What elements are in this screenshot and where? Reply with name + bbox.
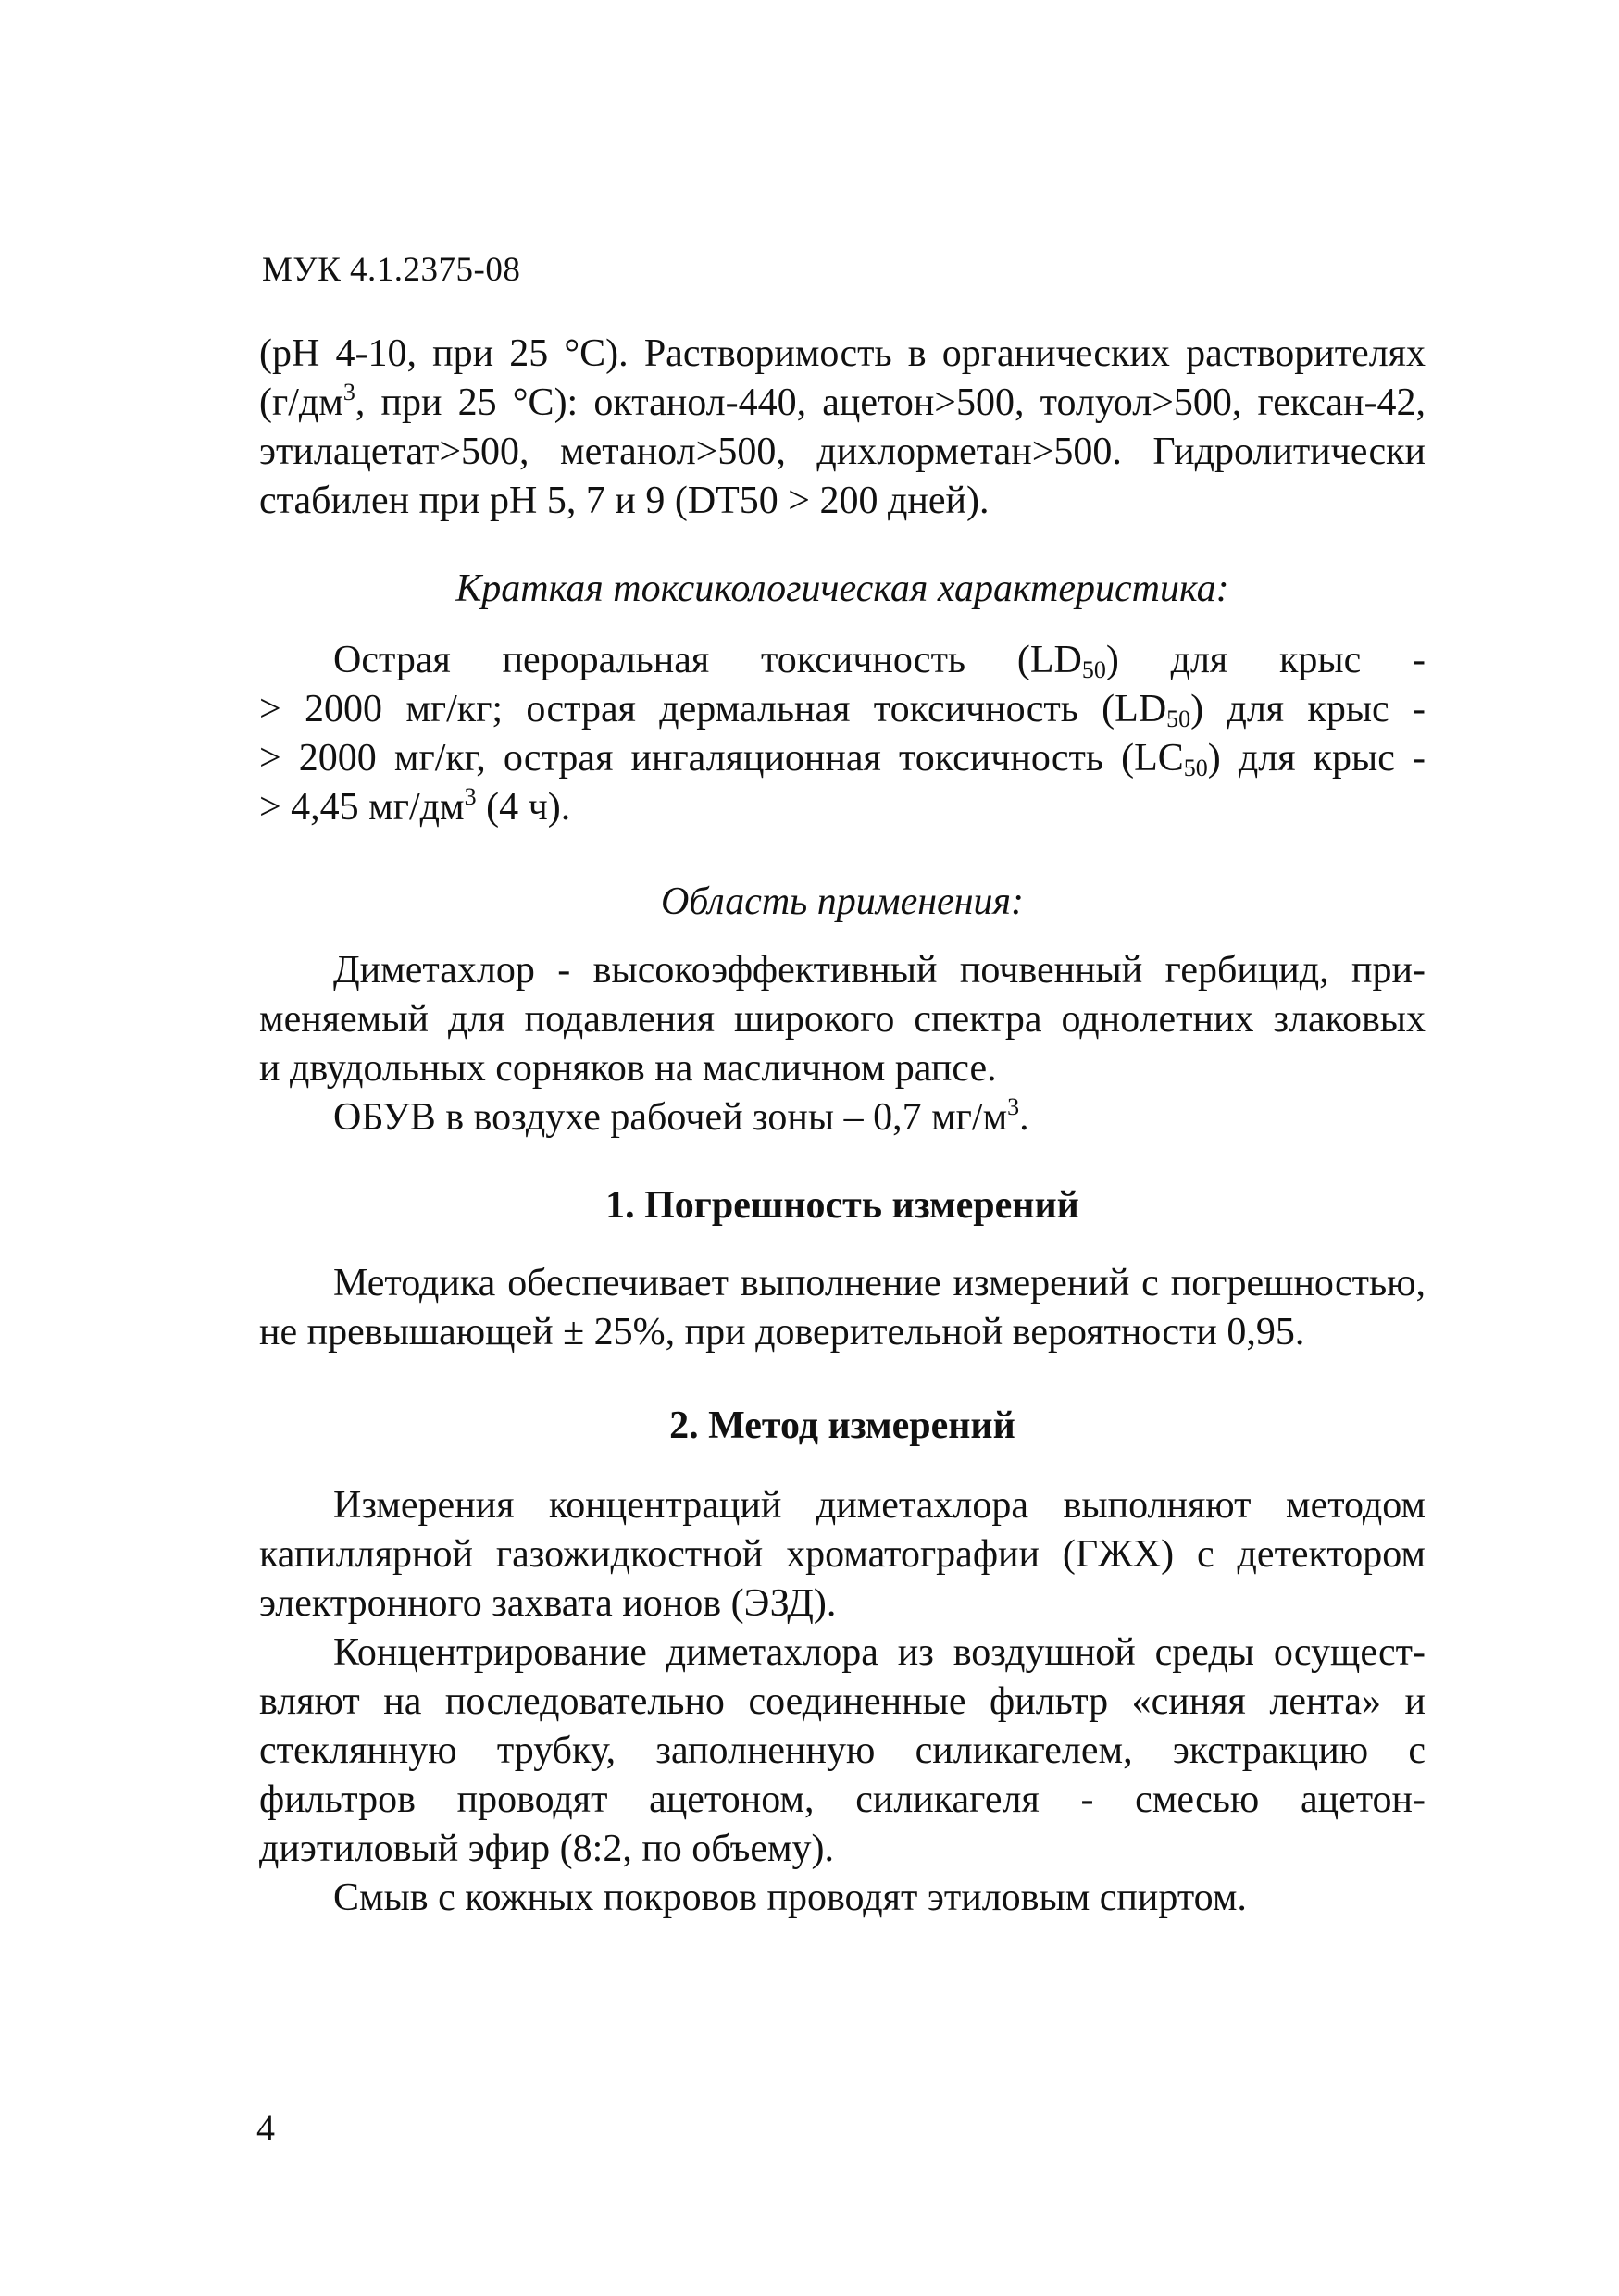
scope-paragraph <box>259 946 1426 1142</box>
section-2-p2-line-5: диэтиловый эфир (8:2, по объему). <box>259 1828 835 1870</box>
section-2-p3-line-1: Смыв с кожных покровов проводят этиловым спиртом. <box>333 1877 1247 1919</box>
superscript: 3 <box>342 379 355 406</box>
intro-line-2 <box>259 379 1426 428</box>
section-2-paragraph-1 <box>259 1481 1426 1628</box>
section-1-line-1: Методика обеспечивает выполнение измерений с погрешностью, <box>333 1262 1426 1304</box>
section-2-p2-line-4: фильтров проводят ацетоном, силикагеля - смесью ацетон- <box>259 1778 1426 1821</box>
section-1-paragraph <box>259 1259 1426 1357</box>
section-2-heading: 2. Метод измерений <box>669 1404 1015 1447</box>
scope-line-4-end: . <box>1019 1096 1029 1139</box>
tox-line-2-end: ) для крыс - <box>1190 688 1426 730</box>
section-2-p1-line-3: электронного захвата ионов (ЭЗД). <box>259 1582 837 1625</box>
section-1-line-2: не превышающей ± 25%, при доверительной вероятности 0,95. <box>259 1311 1305 1354</box>
scope-line-2: меняемый для подавления широкого спектра однолетних злаковых <box>259 998 1426 1041</box>
tox-line-1 <box>259 636 1426 685</box>
tox-line-4-end: (4 ч). <box>476 786 571 829</box>
intro-paragraph <box>259 330 1426 526</box>
section-1-heading: 1. Погрешность измерений <box>605 1184 1079 1227</box>
tox-line-4-start: > 4,45 мг/дм <box>259 786 465 829</box>
section-2-paragraph-3 <box>259 1874 1426 1923</box>
section-2-p2-line-3: стеклянную трубку, заполненную силикагелем, экстракцию с <box>259 1729 1426 1772</box>
subscript: 50 <box>1081 656 1106 683</box>
intro-line-1: (pH 4-10, при 25 °C). Растворимость в органических растворителях <box>259 332 1426 375</box>
subscript: 50 <box>1183 755 1208 781</box>
intro-line-2-end: , при 25 °C): октанол-440, ацетон>500, толуол>500, гексан-42, <box>355 381 1426 424</box>
tox-line-3 <box>259 734 1426 783</box>
tox-paragraph <box>259 636 1426 832</box>
page-number: 4 <box>256 2107 275 2149</box>
intro-line-2-start: (г/дм <box>259 381 343 424</box>
section-2-p1-line-2: капиллярной газожидкостной хроматографии (ГЖХ) с детектором <box>259 1533 1426 1576</box>
subscript: 50 <box>1166 705 1191 732</box>
tox-line-4 <box>259 783 1426 832</box>
tox-heading: Краткая токсикологическая характеристика: <box>455 568 1229 610</box>
tox-line-3-start: > 2000 мг/кг, острая ингаляционная токсичность (LC <box>259 737 1184 780</box>
tox-line-1-end: ) для крыс - <box>1105 639 1426 681</box>
intro-line-3: этилацетат>500, метанол>500, дихлорметан>500. Гидролитически <box>259 430 1426 473</box>
scope-line-1: Диметахлор - высокоэффективный почвенный гербицид, при- <box>333 949 1426 992</box>
tox-line-1-start: Острая пероральная токсичность (LD <box>333 639 1082 681</box>
scope-heading: Область применения: <box>660 880 1025 923</box>
scope-line-4 <box>259 1093 1426 1142</box>
tox-line-2-start: > 2000 мг/кг; острая дермальная токсичность (LD <box>259 688 1167 730</box>
superscript: 3 <box>1007 1093 1020 1120</box>
section-2-paragraph-2 <box>259 1628 1426 1874</box>
section-2-p2-line-2: вляют на последовательно соединенные фильтр «синяя лента» и <box>259 1680 1426 1723</box>
intro-line-4: стабилен при pH 5, 7 и 9 (DT50 > 200 дней). <box>259 480 990 522</box>
tox-line-3-end: ) для крыс - <box>1207 737 1426 780</box>
section-2-p2-line-1: Концентрирование диметахлора из воздушной среды осущест- <box>333 1631 1426 1674</box>
tox-line-2 <box>259 685 1426 734</box>
document-code: МУК 4.1.2375-08 <box>262 251 521 289</box>
section-2-p1-line-1: Измерения концентраций диметахлора выполняют методом <box>333 1484 1426 1527</box>
superscript: 3 <box>464 783 477 810</box>
scope-line-4-start: ОБУВ в воздухе рабочей зоны – 0,7 мг/м <box>333 1096 1008 1139</box>
scope-line-3: и двудольных сорняков на масличном рапсе. <box>259 1047 997 1090</box>
